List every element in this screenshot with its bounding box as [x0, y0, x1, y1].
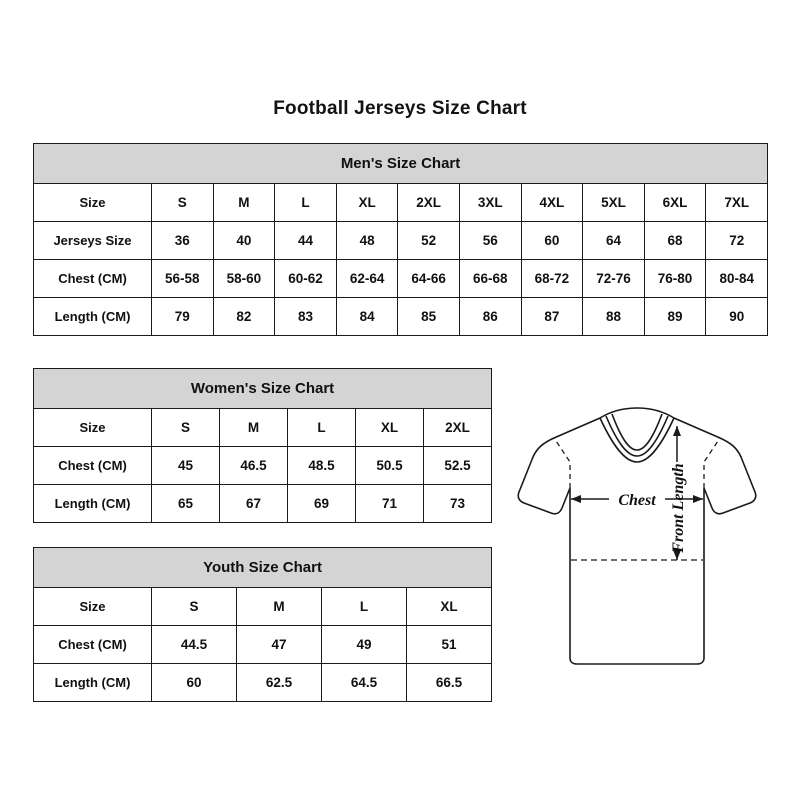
table-cell: 86: [459, 298, 521, 336]
table-row: [34, 184, 768, 222]
table-cell: 64-66: [398, 260, 460, 298]
table-cell: 2XL: [424, 409, 492, 447]
table-row: [34, 588, 492, 626]
table-cell: 40: [213, 222, 275, 260]
mens-size-table: [33, 143, 768, 336]
womens-section-title: Women's Size Chart: [34, 369, 492, 409]
table-cell: 65: [152, 485, 220, 523]
table-cell: 71: [356, 485, 424, 523]
row-label: Size: [34, 184, 152, 222]
table-row: [34, 485, 492, 523]
table-cell: 83: [275, 298, 337, 336]
womens-size-chart: [33, 368, 492, 523]
table-cell: 72-76: [583, 260, 645, 298]
table-cell: 7XL: [706, 184, 768, 222]
table-cell: 3XL: [459, 184, 521, 222]
table-cell: 47: [237, 626, 322, 664]
youth-size-chart: [33, 547, 492, 702]
table-cell: 64.5: [322, 664, 407, 702]
table-cell: 52: [398, 222, 460, 260]
table-cell: 52.5: [424, 447, 492, 485]
table-cell: 60: [521, 222, 583, 260]
table-section-header-row: [34, 548, 492, 588]
row-label: Jerseys Size: [34, 222, 152, 260]
table-cell: XL: [407, 588, 492, 626]
table-row: [34, 664, 492, 702]
table-cell: L: [322, 588, 407, 626]
table-cell: 84: [336, 298, 398, 336]
table-cell: 69: [288, 485, 356, 523]
row-label: Size: [34, 409, 152, 447]
front-length-label: Front Length: [670, 463, 687, 553]
womens-size-table: [33, 368, 492, 523]
table-cell: 62.5: [237, 664, 322, 702]
table-cell: 4XL: [521, 184, 583, 222]
jersey-measurement-diagram: [505, 400, 775, 690]
table-row: [34, 260, 768, 298]
table-cell: M: [237, 588, 322, 626]
table-cell: 48: [336, 222, 398, 260]
youth-section-title: Youth Size Chart: [34, 548, 492, 588]
chest-label: Chest: [618, 492, 656, 509]
mens-section-title: Men's Size Chart: [34, 144, 768, 184]
table-cell: 45: [152, 447, 220, 485]
table-row: [34, 409, 492, 447]
table-cell: L: [275, 184, 337, 222]
table-cell: 85: [398, 298, 460, 336]
table-row: [34, 447, 492, 485]
table-cell: 44: [275, 222, 337, 260]
table-row: [34, 222, 768, 260]
sleeve-seam-guides: [554, 438, 720, 488]
table-cell: 88: [583, 298, 645, 336]
table-cell: 6XL: [644, 184, 706, 222]
table-cell: 48.5: [288, 447, 356, 485]
table-cell: 68: [644, 222, 706, 260]
table-cell: 82: [213, 298, 275, 336]
table-cell: M: [220, 409, 288, 447]
table-cell: XL: [356, 409, 424, 447]
page-title: Football Jerseys Size Chart: [273, 98, 527, 119]
row-label: Chest (CM): [34, 447, 152, 485]
table-cell: 2XL: [398, 184, 460, 222]
table-cell: 73: [424, 485, 492, 523]
table-cell: 66.5: [407, 664, 492, 702]
table-section-header-row: [34, 144, 768, 184]
table-cell: 62-64: [336, 260, 398, 298]
row-label: Chest (CM): [34, 260, 152, 298]
table-cell: 50.5: [356, 447, 424, 485]
youth-size-table: [33, 547, 492, 702]
table-cell: 72: [706, 222, 768, 260]
table-cell: 60-62: [275, 260, 337, 298]
table-cell: 51: [407, 626, 492, 664]
table-cell: 64: [583, 222, 645, 260]
table-cell: 5XL: [583, 184, 645, 222]
table-cell: XL: [336, 184, 398, 222]
table-section-header-row: [34, 369, 492, 409]
row-label: Size: [34, 588, 152, 626]
row-label: Length (CM): [34, 664, 152, 702]
row-label: Length (CM): [34, 298, 152, 336]
table-cell: 46.5: [220, 447, 288, 485]
row-label: Chest (CM): [34, 626, 152, 664]
table-cell: 60: [152, 664, 237, 702]
jersey-outline: [518, 408, 756, 664]
table-cell: 44.5: [152, 626, 237, 664]
table-cell: 80-84: [706, 260, 768, 298]
table-cell: S: [152, 184, 214, 222]
table-row: [34, 626, 492, 664]
table-cell: 89: [644, 298, 706, 336]
table-cell: 76-80: [644, 260, 706, 298]
table-cell: 66-68: [459, 260, 521, 298]
table-cell: 68-72: [521, 260, 583, 298]
table-row: [34, 298, 768, 336]
row-label: Length (CM): [34, 485, 152, 523]
table-cell: 36: [152, 222, 214, 260]
table-cell: M: [213, 184, 275, 222]
mens-size-chart: [33, 143, 768, 336]
table-cell: 56: [459, 222, 521, 260]
table-cell: 67: [220, 485, 288, 523]
table-cell: S: [152, 409, 220, 447]
table-cell: L: [288, 409, 356, 447]
table-cell: 56-58: [152, 260, 214, 298]
table-cell: 58-60: [213, 260, 275, 298]
table-cell: 90: [706, 298, 768, 336]
table-cell: 87: [521, 298, 583, 336]
table-cell: 49: [322, 626, 407, 664]
table-cell: 79: [152, 298, 214, 336]
table-cell: S: [152, 588, 237, 626]
